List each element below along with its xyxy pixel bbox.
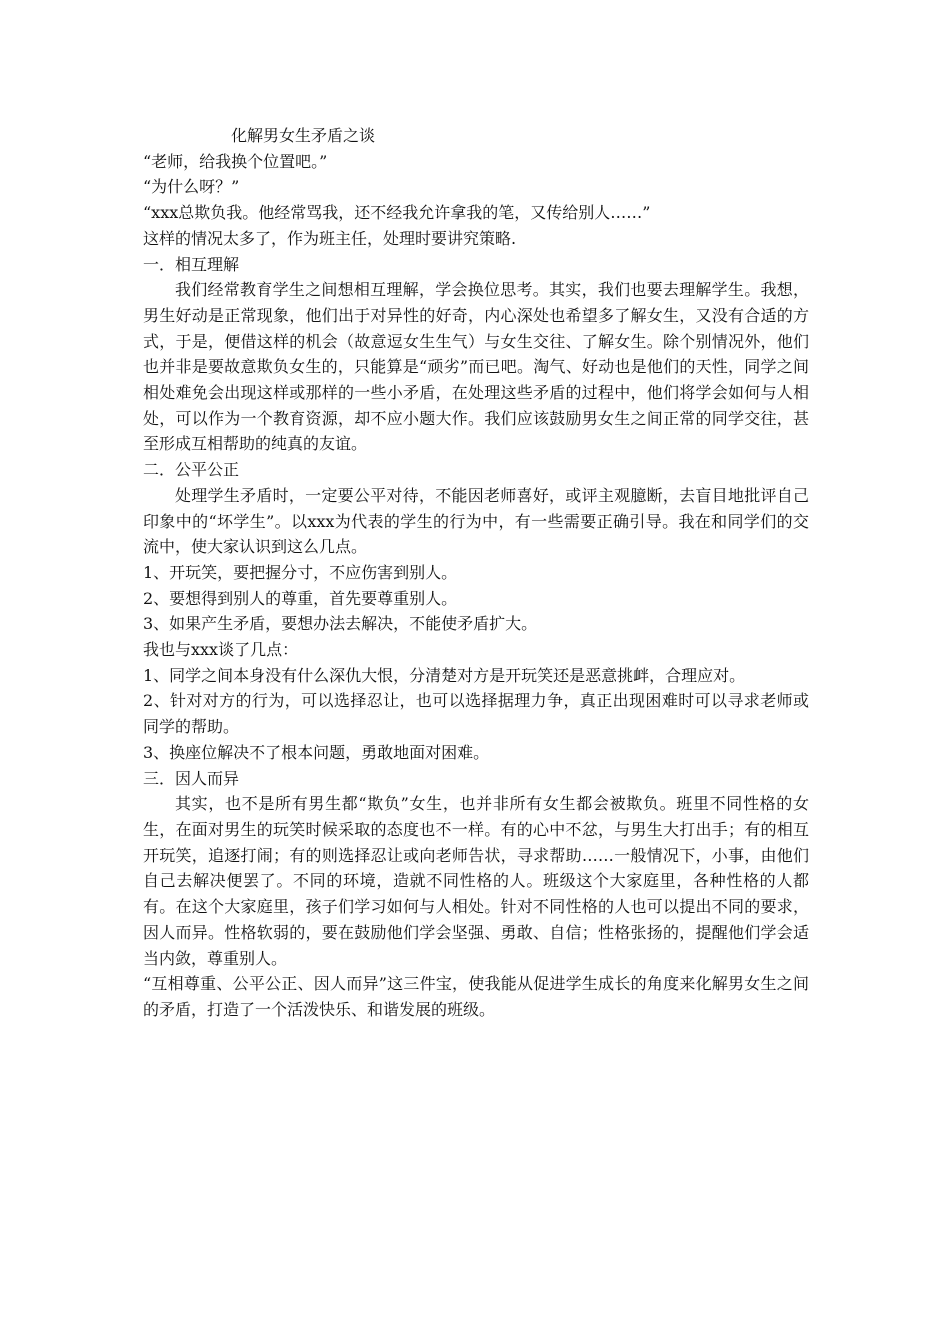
section-2-point-3: 3、如果产生矛盾，要想办法去解决，不能使矛盾扩大。 xyxy=(143,614,538,634)
talk-point-2: 2、针对对方的行为，可以选择忍让，也可以选择据理力争，真正出现困难时可以寻求老师或同学的帮助。 xyxy=(143,691,809,737)
talk-point-3: 3、换座位解决不了根本问题，勇敢地面对困难。 xyxy=(143,742,490,762)
dialogue-line-3: “xxx总欺负我。他经常骂我，还不经我允许拿我的笔，又传给别人……” xyxy=(143,203,651,223)
section-3-paragraph: 其实，也不是所有男生都“欺负”女生，也并非所有女生都会被欺负。班里不同性格的女生，在面对男生的玩笑时候采取的态度也不一样。有的心中不忿，与男生大打出手；有的相互开玩笑，追逐打闹；有的则选择忍让或向老师告状，寻求帮助……一般情况下，小事，由他们自己去解决便罢了。不同的环境，造就不同性格的人。班级这个大家庭里，各种性格的人都有。在这个大家庭里，孩子们学习如何与人相处。针对不同性格的人也可以提出不同的要求，因人而异。性格软弱的，要在鼓励他们学会坚强、勇敢、自信；性格张扬的，提醒他们学会适当内敛，尊重别人。 xyxy=(143,794,809,968)
conclusion-paragraph: “互相尊重、公平公正、因人而异”这三件宝，使我能从促进学生成长的角度来化解男女生之间的矛盾，打造了一个活泼快乐、和谐发展的班级。 xyxy=(143,974,809,1019)
talk-intro: 我也与xxx谈了几点： xyxy=(143,640,299,660)
section-1-paragraph: 我们经常教育学生之间想相互理解，学会换位思考。其实，我们也要去理解学生。我想，男生好动是正常现象，他们出于对异性的好奇，内心深处也希望多了解女生，又没有合适的方式，于是，便借这样的机会（故意逗女生生气）与女生交往、了解女生。除个别情况外，他们也并非是要故意欺负女生的，只能算是“顽劣”而已吧。淘气、好动也是他们的天性，同学之间相处难免会出现这样或那样的一些小矛盾，在处理这些矛盾的过程中，他们将学会如何与人相处，可以作为一个教育资源，却不应小题大作。我们应该鼓励男女生之间正常的同学交往，甚至形成互相帮助的纯真的友谊。 xyxy=(143,280,809,454)
dialogue-line-1: “老师，给我换个位置吧。” xyxy=(143,151,328,171)
section-2-point-1: 1、开玩笑，要把握分寸，不应伤害到别人。 xyxy=(143,562,458,582)
section-3-heading: 三．因人而异 xyxy=(143,768,240,788)
dialogue-line-2: “为什么呀？” xyxy=(143,177,240,197)
document-page xyxy=(143,123,809,1023)
talk-point-1: 1、同学之间本身没有什么深仇大恨，分清楚对方是开玩笑还是恶意挑衅，合理应对。 xyxy=(143,665,746,685)
document-title: 化解男女生矛盾之谈 xyxy=(231,126,376,145)
section-2-paragraph: 处理学生矛盾时，一定要公平对待，不能因老师喜好，或评主观臆断，去盲目地批评自己印象中的“坏学生”。以xxx为代表的学生的行为中，有一些需要正确引导。我在和同学们的交流中，使大家认识到这么几点。 xyxy=(143,485,809,557)
section-1-heading: 一．相互理解 xyxy=(143,254,240,274)
section-2-point-2: 2、要想得到别人的尊重，首先要尊重别人。 xyxy=(143,588,458,608)
intro-statement: 这样的情况太多了，作为班主任，处理时要讲究策略. xyxy=(143,228,517,248)
section-2-heading: 二．公平公正 xyxy=(143,460,240,480)
